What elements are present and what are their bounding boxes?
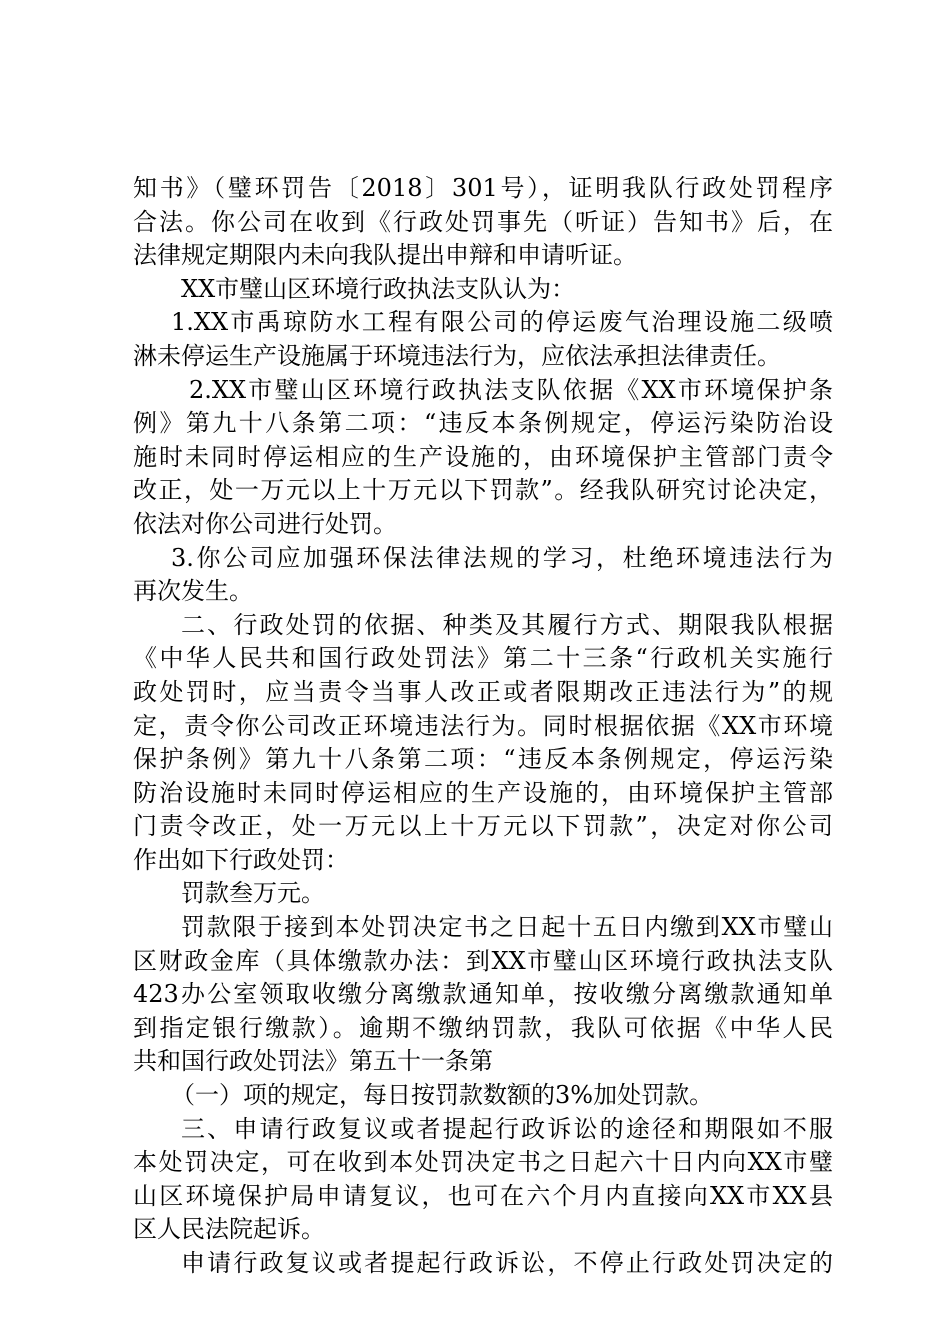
text-line: 政处罚时，应当责令当事人改正或者限期改正违法行为”的规 [133,677,833,706]
paragraph-start: 1.XX市禹琼防水工程有限公司的停运废气治理设施二级喷 [171,308,833,337]
text-line: 定，责令你公司改正环境违法行为。同时根据依据《XX市环境 [133,711,833,740]
text-line: 《中华人民共和国行政处罚法》第二十三条“行政机关实施行 [133,644,833,673]
text-line: 保护条例》第九十八条第二项：“违反本条例规定，停运污染 [133,745,833,774]
paragraph-start: 罚款限于接到本处罚决定书之日起十五日内缴到XX市璧山 [181,913,833,942]
text-line: 作出如下行政处罚： [133,845,349,874]
text-line: 防治设施时未同时停运相应的生产设施的，由环境保护主管部 [133,778,833,807]
paragraph-start: （一）项的规定，每日按罚款数额的3%加处罚款。 [171,1081,714,1110]
text-line: 共和国行政处罚法》第五十一条第 [133,1047,493,1076]
paragraph-start: 三、申请行政复议或者提起行政诉讼的途径和期限如不服 [181,1114,833,1143]
paragraph-start: 申请行政复议或者提起行政诉讼，不停止行政处罚决定的 [181,1249,833,1277]
text-line: 依法对你公司进行处罚。 [133,509,397,538]
text-line: 例》第九十八条第二项：“违反本条例规定，停运污染防治设 [133,409,833,438]
paragraph-start: 2.XX市璧山区环境行政执法支队依据《XX市环境保护条 [189,375,833,404]
document-body [133,172,833,1281]
text-line: 山区环境保护局申请复议，也可在六个月内直接向XX市XX县 [133,1181,833,1210]
paragraph-start: 3.你公司应加强环保法律法规的学习，杜绝环境违法行为 [171,543,833,572]
paragraph-start: 罚款叁万元。 [181,879,325,908]
text-line: 淋未停运生产设施属于环境违法行为，应依法承担法律责任。 [133,341,781,370]
text-line: 门责令改正，处一万元以上十万元以下罚款”，决定对你公司 [133,812,833,841]
paragraph-start: XX市璧山区环境行政执法支队认为： [181,274,576,303]
text-line: 合法。你公司在收到《行政处罚事先（听证）告知书》后，在 [133,207,833,236]
text-line: 423办公室领取收缴分离缴款通知单，按收缴分离缴款通知单 [133,980,833,1009]
text-line: 法律规定期限内未向我队提出申辩和申请听证。 [133,241,637,270]
text-line: 知书》（璧环罚告〔2018〕301号），证明我队行政处罚程序 [133,174,833,202]
text-line: 区人民法院起诉。 [133,1215,325,1244]
text-line: 改正，处一万元以上十万元以下罚款”。经我队研究讨论决定， [133,476,833,505]
text-line: 区财政金库（具体缴款办法：到XX市璧山区环境行政执法支队 [133,946,833,975]
paragraph-start: 二、行政处罚的依据、种类及其履行方式、期限我队根据 [181,610,833,639]
text-line: 再次发生。 [133,577,253,606]
text-line: 本处罚决定，可在收到本处罚决定书之日起六十日内向XX市璧 [133,1148,833,1177]
text-line: 到指定银行缴款）。逾期不缴纳罚款，我队可依据《中华人民 [133,1013,833,1042]
text-line: 施时未同时停运相应的生产设施的，由环境保护主管部门责令 [133,442,833,471]
